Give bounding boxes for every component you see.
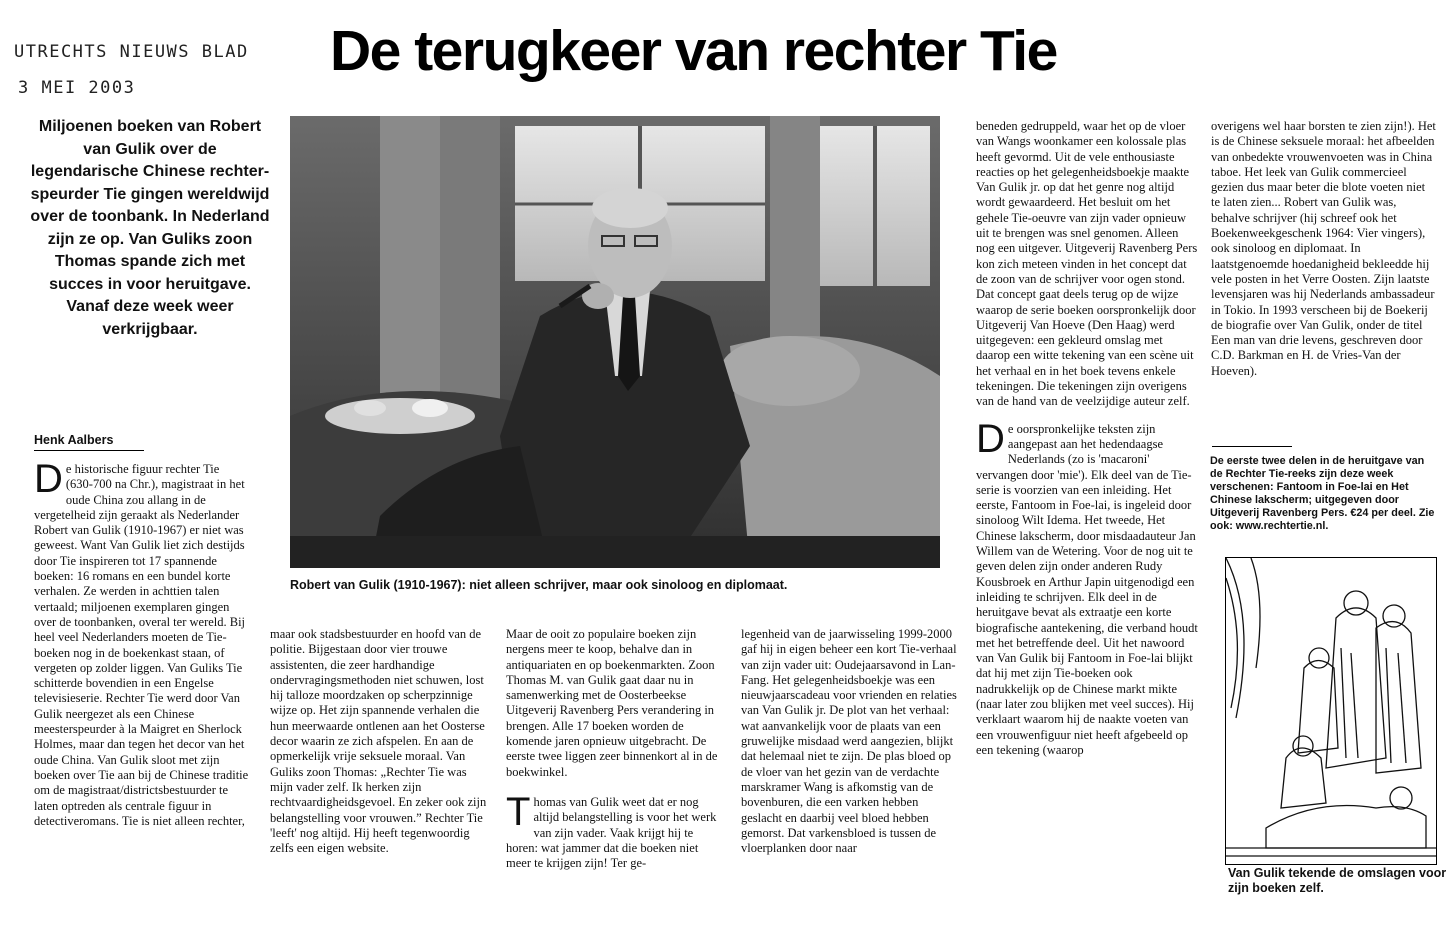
headline: De terugkeer van rechter Tie (330, 19, 1057, 83)
article-column-1 (34, 457, 249, 829)
illustration-caption: Van Gulik tekende de omslagen voor zijn boeken zelf. (1228, 866, 1447, 895)
article-column-3 (506, 627, 726, 871)
photo-caption: Robert van Gulik (1910-1967): niet alleen schrijver, maar ook sinoloog en diplomaat. (290, 578, 788, 592)
infobox: De eerste twee delen in de heruitgave van de Rechter Tie-reeks zijn deze week verschenen: Fantoom in Foe-lai en Het Chinese lakscherm; uitgegeven door Uitgeverij Ravenberg Pers. €24 per deel. Zie ook: www.rechtertie.nl. (1210, 455, 1435, 532)
article-column-6 (1211, 119, 1436, 379)
dropcap: D (976, 416, 1005, 461)
column-5-text-2: e oorspronkelijke teksten zijn aangepast aan het hedendaagse Nederlands (zo is 'macaroni' vervangen door 'mie'). Elk deel van de Tie-serie is voorzien van een inleiding. Het eerste, Fantoom in Foe-lai, is ingeleid door sinoloog Wilt Idema. Het tweede, Het Chinese lakscherm, door misdaadauteur Jan Willem van de Wetering. Voor de nog uit te geven delen zijn onder anderen Rudy Kousbroek en Arthur Japin uitgenodigd een inleiding te schrijven. Elk deel in de heruitgave bevat als extraatje een korte biografische aantekening, die verband houdt met het betreffende deel. Uit het nawoord van Van Gulik bij Fantoom in Foe-lai blijkt dat hij met zijn Tie-boeken ook nadrukkelijk op de Chinese markt mikte (naar later zou blijken met veel succes). Hij verklaart waarom hij de naakte voeten van een vrouwenfiguur niet heeft afgebeeld op een tekening (waarop (976, 421, 1198, 757)
illustration-drawing (1226, 558, 1436, 864)
byline-rule (34, 450, 144, 451)
column-3-text-2: homas van Gulik weet dat er nog altijd belangstelling is voor het werk van zijn vader. Vaak krijgt hij te horen: wat jammer dat die boeken niet meer te krijgen zijn! Ter ge- (506, 794, 717, 871)
column-5-paragraph-2 (976, 416, 1198, 759)
column-6-text: overigens wel haar borsten te zien zijn!). Het is de Chinese seksuele moraal: het afbeelden van onbedekte vrouwenvoeten was in China taboe. Het leek van Gulik commercieel gezien dus maar beter die blote voeten niet te laten zien... Robert van Gulik was, behalve schrijver (hij schreef ook het Boekenweekgeschenk 1964: Vier vingers), ook sinoloog en diplomaat. In laatstgenoemde hoedanigheid bekleedde hij vele posten in het Verre Oosten. Zijn laatste levensjaren was hij Nederlands ambassadeur in Tokio. In 1993 verscheen bij de Boekerij de biografie over Van Gulik, onder de titel Een man van drie levens, geschreven door C.D. Barkman en H. de Vries-Van der Hoeven). (1211, 119, 1436, 378)
photo-image (290, 116, 940, 568)
column-5-text: beneden gedruppeld, waar het op de vloer van Wangs woonkamer een kolossale plas heeft gevormd. Uit de vele enthousiaste reacties op het gelegenheidsboekje maakte Van Gulik jr. op dat het genre nog altijd wordt gewaardeerd. Het besluit om het gehele Tie-oeuvre van zijn vader opnieuw uit te brengen was snel genomen. Alleen nog een uitgever. Uitgeverij Ravenberg Pers kon zich meteen vinden in het concept dat de zoon van de schrijver voor ogen stond. Dat concept gaat deels terug op de wijze waarop de serie boeken oorspronkelijk door Uitgeverij Van Hoeve (Den Haag) werd uitgegeven: een gekleurd omslag met daarop een witte tekening van een scène uit het verhaal en in het boek tevens enkele tekeningen. Die tekeningen zijn overigens van de hand van de veelzijdige auteur zelf. (976, 119, 1198, 409)
article-column-4 (741, 627, 961, 856)
article-column-5 (976, 119, 1198, 758)
column-3-text: Maar de ooit zo populaire boeken zijn nergens meer te koop, behalve dan in antiquariaten en op boekenmarkten. Zoon Thomas M. van Gulik gaat daar nu in samenwerking met de Oosterbeekse Uitgeverij Ravenberg Pers verandering in brengen. Alle 17 boeken worden de komende jaren opnieuw uitgebracht. De eerste twee liggen zeer binnenkort al in de boekwinkel. (506, 627, 718, 779)
column-4-text: legenheid van de jaarwisseling 1999-2000 gaf hij in eigen beheer een kort Tie-verhaal van zijn vader uit: Oudejaarsavond in Lan-Fang. Het gelegenheidsboekje was een nieuwjaarscadeau voor vrienden en relaties van Van Gulik jr. De plot van het verhaal: wat aanvankelijk voor de plaats van een gruwelijke misdaad werd aangezien, blijkt dat helemaal niet te zijn. De plas bloed op de vloer van het gezin van de verdachte marskramer Wang is afkomstig van de bovenburen, die een varken hebben geslacht en daarbij veel bloed hebben gemorst. Dat varkensbloed is tussen de vloerplanken door naar (741, 627, 957, 856)
column-3-paragraph-2 (506, 789, 726, 871)
lead-paragraph: Miljoenen boeken van Robert van Gulik over de legendarische Chinese rechter-speurder Tie gingen wereldwijd over de toonbank. In Nederland zijn ze op. Van Guliks zoon Thomas spande zich met succes in voor heruitgave. Vanaf deze week weer verkrijgbaar. (30, 118, 270, 338)
byline: Henk Aalbers (34, 433, 114, 447)
article-column-2 (270, 627, 490, 856)
publication-date: 3 MEI 2003 (18, 78, 136, 98)
photo-robert-van-gulik (290, 116, 940, 568)
column-2-text: maar ook stadsbestuurder en hoofd van de politie. Bijgestaan door vier trouwe assistenten, die zeer hardhandige ondervragingsmethoden niet schuwen, lost hij talloze moordzaken op scherpzinnige wijze op. Het zijn spannende verhalen die hun meerwaarde ontlenen aan het Oosterse decor waarin ze zich afspelen. En aan de opmerkelijk vrije seksuele moraal. Van Guliks zoon Thomas: „Rechter Tie was mijn vader zelf. Ik herken zijn rechtvaardigheidsgevoel. En zeker ook zijn belangstelling voor vrouwen.” Rechter Tie 'leeft' nog altijd. Hij heeft tegenwoordig zelfs een eigen website. (270, 627, 487, 856)
infobox-rule (1212, 446, 1292, 447)
book-cover-illustration (1225, 557, 1437, 865)
dropcap: D (34, 457, 63, 501)
dropcap: T (506, 789, 531, 834)
newspaper-name: UTRECHTS NIEUWS BLAD (14, 42, 249, 62)
column-1-text: e historische figuur rechter Tie (630-700 na Chr.), magistraat in het oude China zou allang in de vergetelheid zijn geraakt als Nederlander Robert van Gulik (1910-1967) er niet was geweest. Want Van Gulik liet zich destijds door Tie inspireren tot 17 spannende boeken: 16 romans en een bundel korte verhalen. Ze werden in achttien talen vertaald; miljoenen exemplaren gingen over de toonbanken, overal ter wereld. Bij heel veel Nederlanders moeten de Tie-boeken nog in de boekenkast staan, of vergeten op zolder liggen. Van Guliks Tie schitterde bovendien in een Engelse televisieserie. Rechter Tie werd door Van Gulik neergezet als een Chinese meesterspeurder à la Maigret en Sherlock Holmes, maar dan tegen het decor van het oude China. Van Gulik sloot met zijn boeken over Tie aan bij de Chinese traditie om de magistraat/districtsbestuurder te laten optreden als centrale figuur in detectiveromans. Tie is niet alleen rechter, (34, 462, 249, 828)
